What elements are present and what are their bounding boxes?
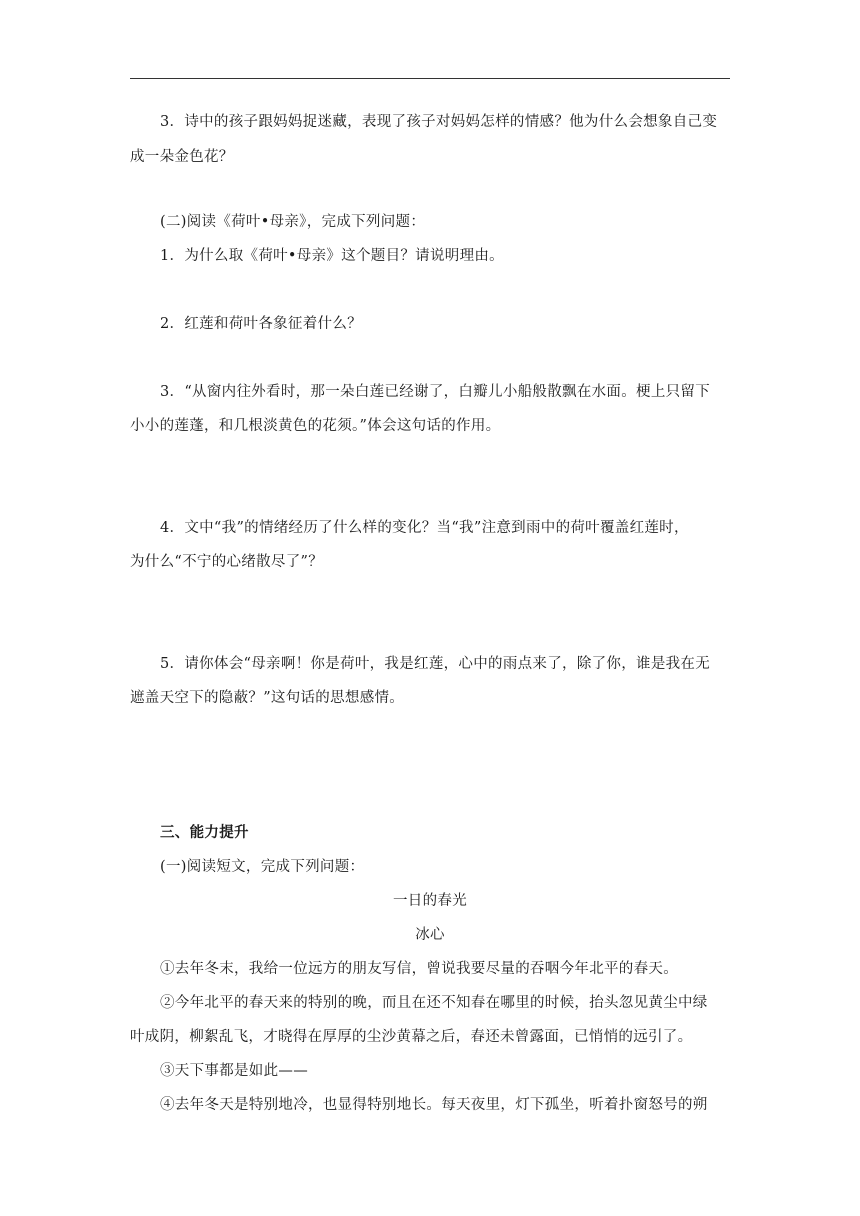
question-3-line-1: 3．诗中的孩子跟妈妈捉迷藏，表现了孩子对妈妈怎样的情感？他为什么会想象自己变 [160, 114, 718, 130]
section-3-subtitle: (一)阅读短文，完成下列问题： [160, 859, 365, 875]
article-title: 一日的春光 [393, 893, 467, 909]
section-2-question-1: 1．为什么取《荷叶•母亲》这个题目？请说明理由。 [160, 248, 504, 264]
section-2-question-3-line-1: 3．“从窗内往外看时，那一朵白莲已经谢了，白瓣儿小船般散飘在水面。梗上只留下 [160, 384, 711, 400]
section-3-heading: 三、能力提升 [160, 824, 249, 841]
section-2-question-5-line-1: 5．请你体会“母亲啊！你是荷叶，我是红莲，心中的雨点来了，除了你，谁是我在无 [160, 656, 711, 672]
header-rule [130, 78, 730, 79]
paragraph-2-line-1: ②今年北平的春天来的特别的晚，而且在还不知春在哪里的时候，抬头忽见黄尘中绿 [160, 995, 708, 1011]
question-3-line-2: 成一朵金色花？ [130, 149, 234, 165]
paragraph-4-line-1: ④去年冬天是特别地冷，也显得特别地长。每天夜里，灯下孤坐，听着扑窗怒号的朔 [160, 1097, 708, 1113]
section-2-question-3-line-2: 小小的莲蓬，和几根淡黄色的花须。”体会这句话的作用。 [130, 418, 501, 434]
section-2-question-2: 2．红莲和荷叶各象征着什么？ [160, 316, 362, 332]
article-author: 冰心 [415, 927, 445, 943]
section-2-question-5-line-2: 遮盖天空下的隐蔽？”这句话的思想感情。 [130, 690, 405, 706]
paragraph-3: ③天下事都是如此—— [160, 1063, 308, 1079]
paragraph-1: ①去年冬末，我给一位远方的朋友写信，曾说我要尽量的吞咽今年北平的春天。 [160, 961, 678, 977]
section-2-question-4-line-2: 为什么“不宁的心绪散尽了”？ [130, 554, 324, 570]
section-2-title: (二)阅读《荷叶•母亲》，完成下列问题： [160, 214, 426, 230]
section-2-question-4-line-1: 4．文中“我”的情绪经历了什么样的变化？当“我”注意到雨中的荷叶覆盖红莲时， [160, 520, 689, 536]
paragraph-2-line-2: 叶成阴，柳絮乱飞，才晓得在厚厚的尘沙黄幕之后，春还未曾露面，已悄悄的远引了。 [130, 1029, 693, 1045]
